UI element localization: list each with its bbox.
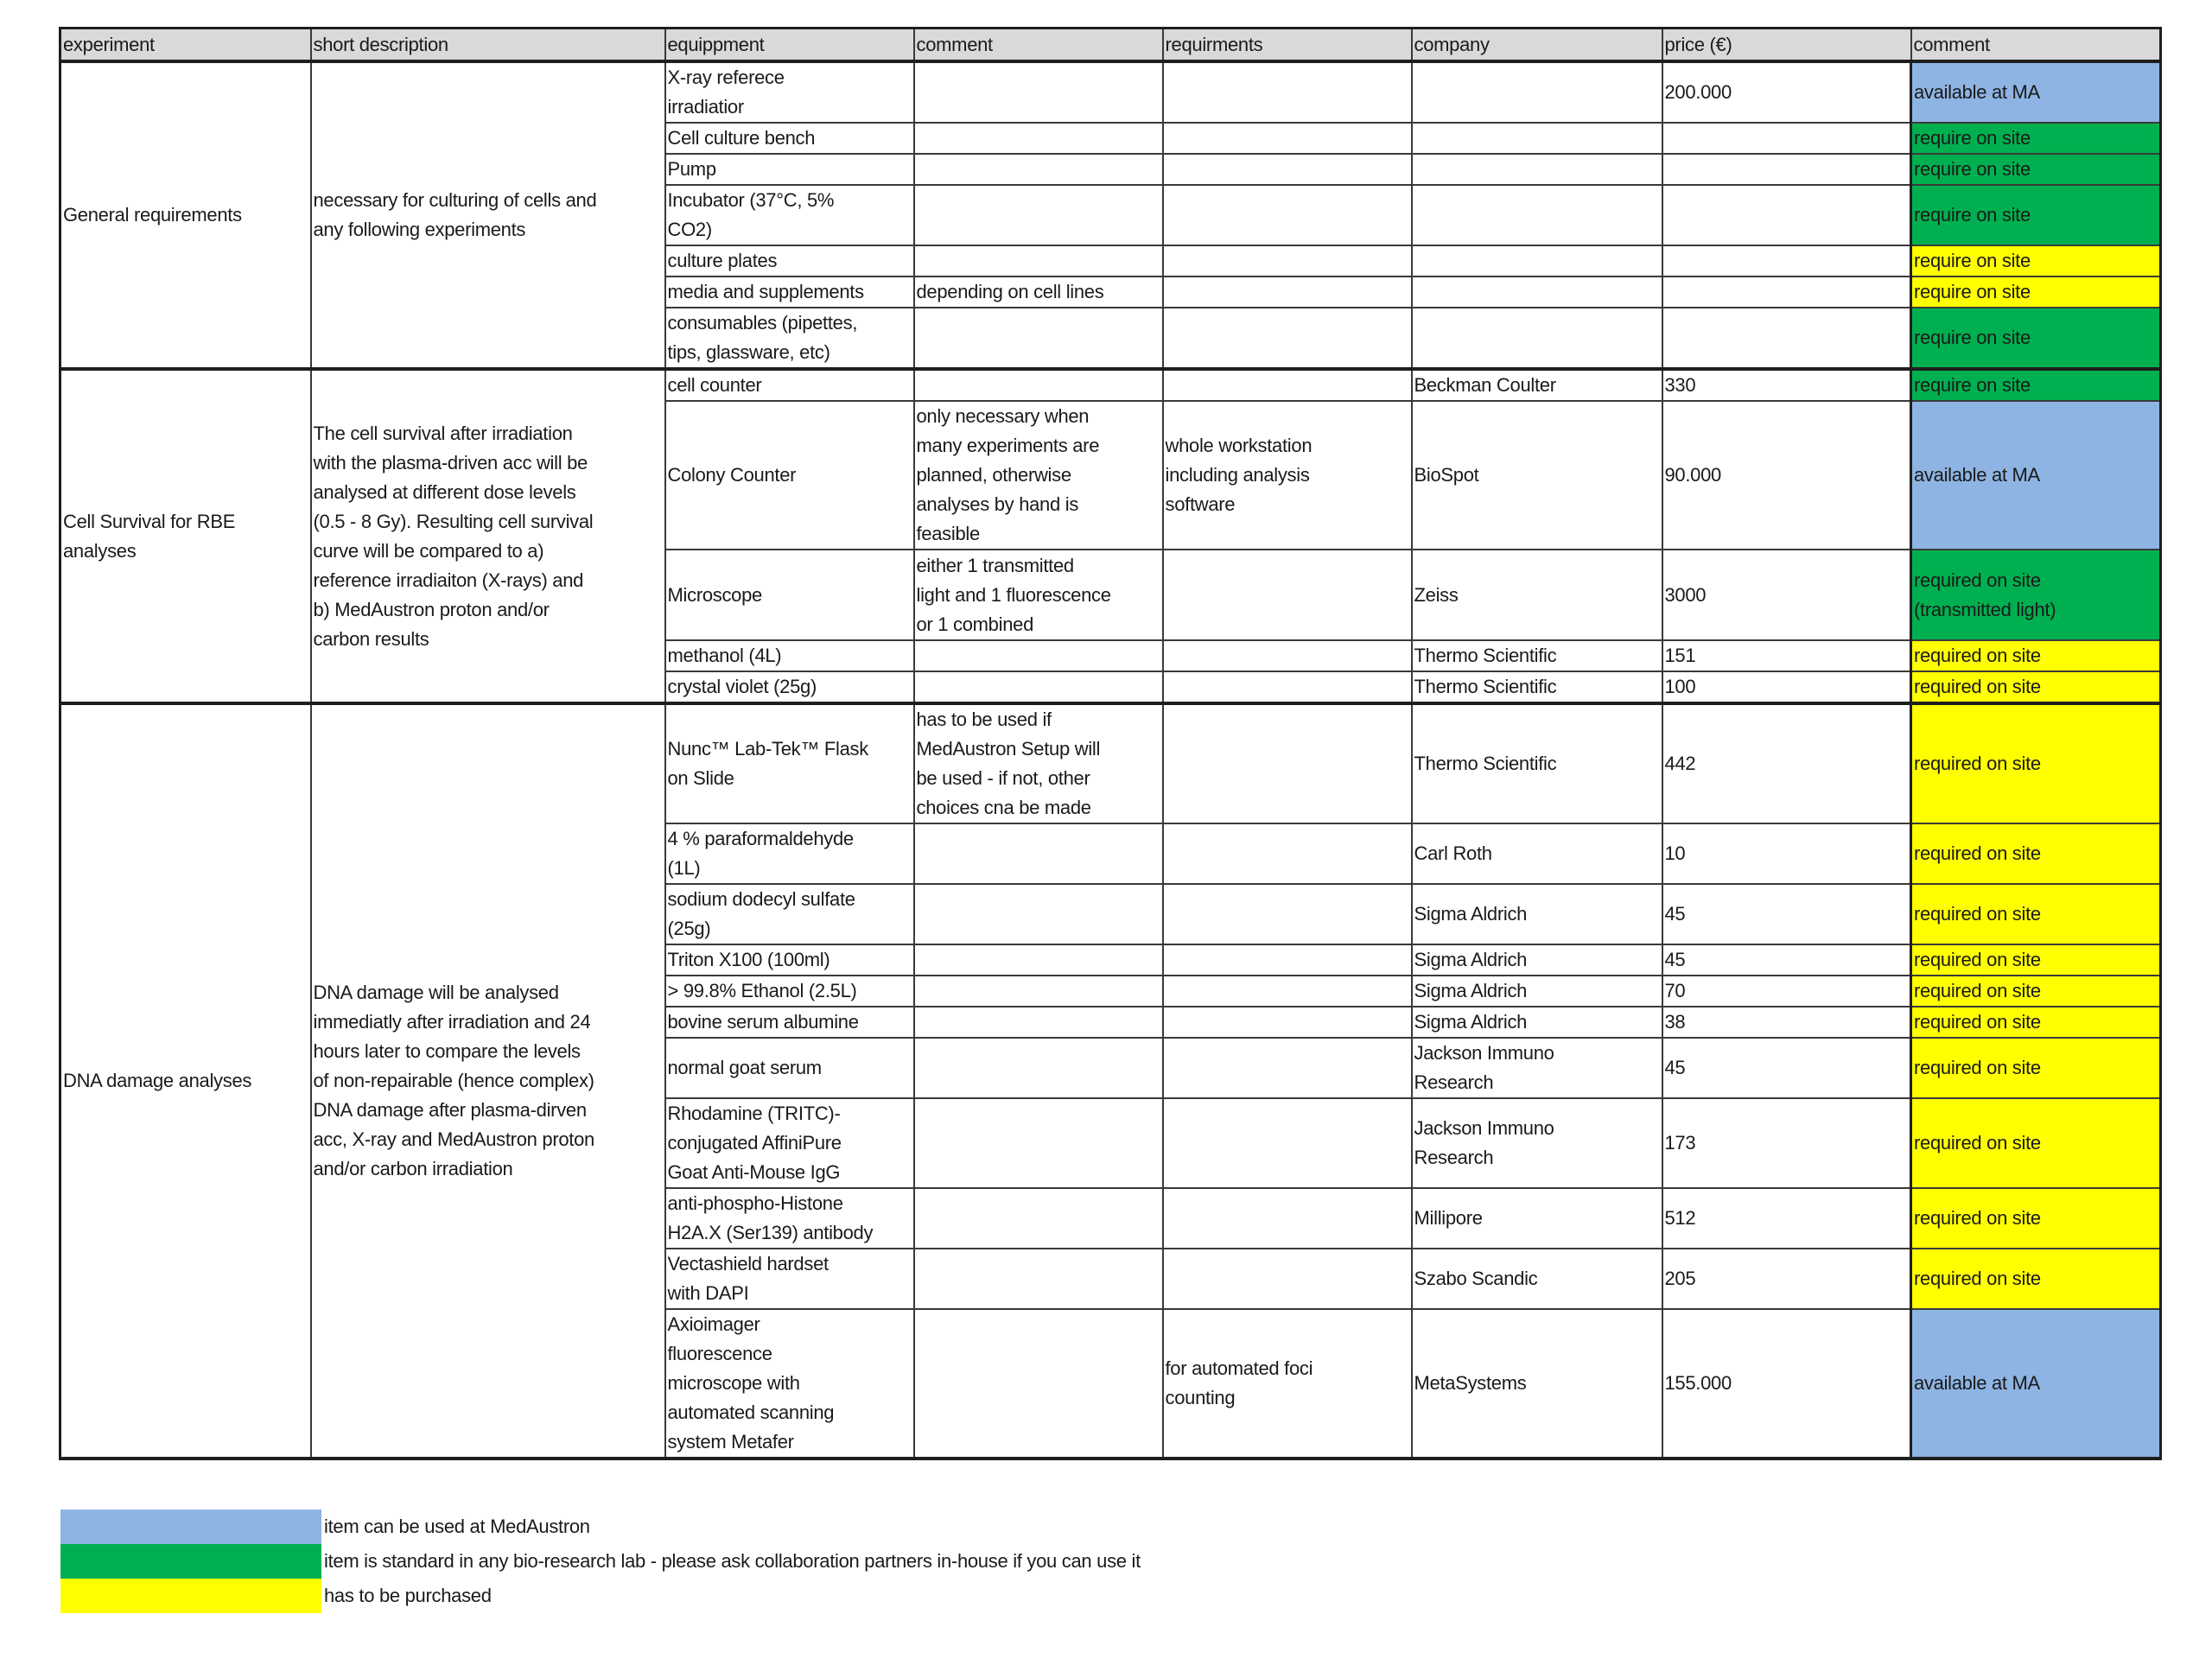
cell-line: Triton X100 (100ml) [667,949,830,970]
column-header-comment[interactable]: comment [914,29,1163,62]
comment-cell[interactable] [914,1038,1163,1098]
status-cell-purchase[interactable] [1911,1007,2161,1038]
cell-line: Cell Survival for RBE [63,510,236,532]
cell-line: Beckman Coulter [1414,374,1556,396]
status-cell-purchase[interactable] [1911,276,2161,308]
status-cell-available[interactable] [1911,401,2161,550]
comment-cell[interactable] [914,308,1163,369]
requirements-cell[interactable] [1163,308,1412,369]
cell-line: counting [1165,1387,1236,1408]
cell-line: BioSpot [1414,464,1479,486]
comment-cell[interactable] [914,640,1163,671]
cell-line: required on site [1914,980,2041,1001]
cell-line: system Metafer [667,1431,794,1452]
cell-line: either 1 transmitted [916,554,1074,576]
header-row [60,29,2161,62]
cell-line: culture plates [667,250,778,271]
cell-line: required on site [1914,645,2041,666]
price-cell[interactable] [1662,123,1911,154]
cell-line: any following experiments [313,219,526,240]
cell-line: required on site [1914,1207,2041,1229]
cell-line: Research [1414,1147,1494,1168]
cell-line: necessary for culturing of cells and [313,189,597,211]
legend-label: has to be purchased [324,1585,492,1606]
cell-line: Thermo Scientific [1414,645,1557,666]
price-cell[interactable]: 200.000 [1662,61,1911,123]
legend-label: item can be used at MedAustron [324,1516,590,1537]
cell-line: Thermo Scientific [1414,676,1557,697]
cell-line: including analysis [1165,464,1310,486]
requirements-cell[interactable] [1163,1007,1412,1038]
cell-line: Nunc™ Lab-Tek™ Flask [667,738,868,760]
status-cell-available[interactable] [1911,61,2161,123]
status-cell-standard[interactable] [1911,369,2161,401]
cell-line: analyses by hand is [916,493,1079,515]
requirements-cell[interactable] [1163,944,1412,976]
cell-line: Sigma Aldrich [1414,949,1528,970]
comment-cell[interactable] [914,1188,1163,1249]
cell-line: available at MA [1914,81,2040,103]
cell-line: X-ray referece [667,67,785,88]
short-description-cell[interactable] [311,703,665,1459]
comment-cell[interactable] [914,245,1163,276]
cell-line: (1L) [667,857,701,879]
cell-line: acc, X-ray and MedAustron proton [313,1128,594,1150]
price-cell[interactable] [1662,154,1911,185]
cell-line: tips, glassware, etc) [667,341,830,363]
requirements-cell[interactable] [1163,1188,1412,1249]
price-cell[interactable]: 512 [1662,1188,1911,1249]
status-cell-standard[interactable] [1911,308,2161,369]
cell-line: or 1 combined [916,613,1034,635]
equipment-requirements-table [59,27,2162,1460]
cell-line: reference irradiaiton (X-rays) and [313,569,584,591]
comment-cell[interactable] [914,1249,1163,1309]
cell-line: Carl Roth [1414,842,1492,864]
status-cell-available[interactable] [1911,1309,2161,1459]
status-cell-standard[interactable] [1911,154,2161,185]
legend-label: item is standard in any bio-research lab - please ask collaboration partners in-house if you can use it [324,1550,1141,1572]
comment-cell[interactable] [914,154,1163,185]
cell-line: 4 % paraformaldehyde [667,828,854,849]
price-cell[interactable]: 155.000 [1662,1309,1911,1459]
comment-cell[interactable] [914,1007,1163,1038]
cell-line: Vectashield hardset [667,1253,829,1274]
cell-line: anti-phospho-Histone [667,1192,843,1214]
company-cell[interactable] [1412,154,1662,185]
cell-line: (transmitted light) [1914,598,2056,620]
company-cell[interactable] [1412,944,1662,976]
requirements-cell[interactable] [1163,976,1412,1007]
equipment-cell[interactable] [665,245,914,276]
cell-line: Research [1414,1071,1494,1093]
requirements-cell[interactable] [1163,1309,1412,1459]
requirements-cell[interactable] [1163,123,1412,154]
legend-item-available [60,1510,1141,1544]
price-cell[interactable]: 45 [1662,1038,1911,1098]
cell-line: Cell culture bench [667,127,816,149]
equipment-cell[interactable] [665,185,914,245]
table-row [60,369,2161,401]
experiment-cell[interactable] [60,369,311,703]
short-description-cell[interactable] [311,369,665,703]
cell-line: Goat Anti-Mouse IgG [667,1161,841,1183]
equipment-cell[interactable] [665,944,914,976]
company-cell[interactable] [1412,123,1662,154]
column-header-company[interactable]: company [1412,29,1662,62]
cell-line: required on site [1914,842,2041,864]
cell-line: media and supplements [667,281,864,302]
equipment-cell[interactable] [665,1309,914,1459]
status-cell-purchase[interactable] [1911,703,2161,823]
price-cell[interactable]: 205 [1662,1249,1911,1309]
cell-line: required on site [1914,903,2041,925]
requirements-cell[interactable] [1163,671,1412,703]
company-cell[interactable] [1412,1098,1662,1188]
cell-line: light and 1 fluorescence [916,583,1111,606]
cell-line: available at MA [1914,1372,2040,1394]
price-cell[interactable]: 151 [1662,640,1911,671]
cell-line: The cell survival after irradiation [313,422,573,444]
cell-line: require on site [1914,374,2031,396]
company-cell[interactable] [1412,640,1662,671]
cell-line: of non-repairable (hence complex) [313,1070,594,1091]
company-cell[interactable] [1412,276,1662,308]
company-cell[interactable] [1412,245,1662,276]
cell-line: DNA damage analyses [63,1070,252,1091]
cell-line: Sigma Aldrich [1414,980,1528,1001]
company-cell[interactable] [1412,401,1662,550]
equipment-cell[interactable] [665,401,914,550]
column-header-experiment[interactable]: experiment [60,29,311,62]
price-cell[interactable]: 173 [1662,1098,1911,1188]
cell-line: carbon results [313,627,429,650]
cell-line: General requirements [63,204,242,226]
comment-cell[interactable] [914,1309,1163,1459]
requirements-cell[interactable] [1163,550,1412,640]
cell-line: MedAustron Setup will [916,738,1101,760]
requirements-cell[interactable] [1163,185,1412,245]
comment-cell[interactable] [914,884,1163,944]
cell-line: H2A.X (Ser139) antibody [667,1222,874,1243]
cell-line: hours later to compare the levels [313,1040,581,1062]
cell-line: require on site [1914,158,2031,180]
cell-line: Incubator (37°C, 5% [667,189,835,211]
cell-line: immediatly after irradiation and 24 [313,1011,591,1033]
comment-cell[interactable] [914,671,1163,703]
company-cell[interactable] [1412,1188,1662,1249]
price-cell[interactable]: 3000 [1662,550,1911,640]
cell-line: Pump [667,158,716,180]
cell-line: Szabo Scandic [1414,1268,1538,1289]
price-cell[interactable] [1662,276,1911,308]
company-cell[interactable] [1412,308,1662,369]
comment-cell[interactable] [914,123,1163,154]
comment-cell[interactable] [914,944,1163,976]
company-cell[interactable] [1412,1249,1662,1309]
cell-line: analysed at different dose levels [313,480,576,503]
cell-line: Zeiss [1414,583,1459,606]
status-cell-standard[interactable] [1911,123,2161,154]
status-cell-purchase[interactable] [1911,1188,2161,1249]
cell-line: automated scanning [667,1402,835,1423]
status-cell-purchase[interactable] [1911,944,2161,976]
price-cell[interactable]: 100 [1662,671,1911,703]
cell-line: Jackson Immuno [1414,1117,1554,1139]
status-cell-purchase[interactable] [1911,671,2161,703]
cell-line: and/or carbon irradiation [313,1158,513,1179]
cell-line: with the plasma-driven acc will be [313,451,588,474]
requirements-cell[interactable] [1163,1038,1412,1098]
cell-line: crystal violet (25g) [667,676,817,697]
legend-swatch [60,1544,321,1579]
cell-line: many experiments are [916,435,1100,456]
comment-cell[interactable] [914,823,1163,884]
cell-line: > 99.8% Ethanol (2.5L) [667,980,857,1001]
cell-line: fluorescence [667,1343,772,1364]
cell-line: Jackson Immuno [1414,1042,1554,1064]
cell-line: conjugated AffiniPure [667,1132,842,1154]
cell-line: Rhodamine (TRITC)- [667,1103,841,1124]
equipment-cell[interactable] [665,276,914,308]
cell-line: Sigma Aldrich [1414,903,1528,925]
requirements-cell[interactable] [1163,1249,1412,1309]
cell-line: depending on cell lines [916,281,1104,302]
requirements-cell[interactable] [1163,276,1412,308]
equipment-cell[interactable] [665,550,914,640]
cell-line: bovine serum albumine [667,1011,859,1033]
cell-line: Microscope [667,583,762,606]
requirements-cell[interactable] [1163,884,1412,944]
cell-line: on Slide [667,767,734,789]
cell-line: Colony Counter [667,464,797,486]
color-legend [60,1510,1141,1613]
cell-line: required on site [1914,1011,2041,1033]
equipment-cell[interactable] [665,1249,914,1309]
equipment-cell[interactable] [665,671,914,703]
company-cell[interactable] [1412,550,1662,640]
cell-line: MetaSystems [1414,1372,1527,1394]
company-cell[interactable] [1412,671,1662,703]
status-cell-purchase[interactable] [1911,1098,2161,1188]
requirements-cell[interactable] [1163,154,1412,185]
company-cell[interactable] [1412,1038,1662,1098]
price-cell[interactable] [1662,245,1911,276]
cell-line: curve will be compared to a) [313,539,544,562]
cell-line: sodium dodecyl sulfate [667,888,855,910]
equipment-cell[interactable] [665,1038,914,1098]
company-cell[interactable] [1412,884,1662,944]
status-cell-purchase[interactable] [1911,1038,2161,1098]
cell-line: has to be used if [916,709,1052,730]
column-header-short-description[interactable]: short description [311,29,665,62]
cell-line: required on site [1914,949,2041,970]
cell-line: (0.5 - 8 Gy). Resulting cell survival [313,510,594,532]
status-cell-purchase[interactable] [1911,884,2161,944]
cell-line: methanol (4L) [667,645,782,666]
status-cell-standard[interactable] [1911,185,2161,245]
cell-line: for automated foci [1165,1357,1313,1379]
price-cell[interactable]: 38 [1662,1007,1911,1038]
price-cell[interactable]: 330 [1662,369,1911,401]
price-cell[interactable]: 45 [1662,884,1911,944]
status-cell-purchase[interactable] [1911,245,2161,276]
legend-swatch [60,1579,321,1613]
cell-line: (25g) [667,918,711,939]
cell-line: with DAPI [667,1282,749,1304]
cell-line: require on site [1914,250,2031,271]
comment-cell[interactable] [914,976,1163,1007]
cell-line: required on site [1914,569,2041,591]
requirements-cell[interactable] [1163,640,1412,671]
requirements-cell[interactable] [1163,245,1412,276]
requirements-cell[interactable] [1163,703,1412,823]
cell-line: DNA damage will be analysed [313,982,559,1003]
status-cell-purchase[interactable] [1911,823,2161,884]
comment-cell[interactable] [914,61,1163,123]
price-cell[interactable]: 10 [1662,823,1911,884]
requirements-cell[interactable] [1163,61,1412,123]
cell-line: software [1165,493,1236,515]
cell-line: b) MedAustron proton and/or [313,598,550,620]
cell-line: Millipore [1414,1207,1483,1229]
equipment-cell[interactable] [665,976,914,1007]
comment-cell[interactable] [914,401,1163,550]
cell-line: required on site [1914,676,2041,697]
cell-line: require on site [1914,281,2031,302]
cell-line: required on site [1914,753,2041,774]
status-cell-purchase[interactable] [1911,1249,2161,1309]
equipment-cell[interactable] [665,823,914,884]
cell-line: required on site [1914,1057,2041,1078]
company-cell[interactable] [1412,369,1662,401]
table-row [60,61,2161,123]
legend-item-purchase [60,1579,1141,1613]
requirements-cell[interactable] [1163,823,1412,884]
cell-line: normal goat serum [667,1057,822,1078]
cell-line: Axioimager [667,1313,760,1335]
requirements-cell[interactable] [1163,401,1412,550]
cell-line: Thermo Scientific [1414,753,1557,774]
cell-line: require on site [1914,127,2031,149]
comment-cell[interactable] [914,1098,1163,1188]
cell-line: be used - if not, other [916,767,1090,789]
cell-line: feasible [916,523,980,544]
cell-line: Sigma Aldrich [1414,1011,1528,1033]
column-header-requirements[interactable]: requirments [1163,29,1412,62]
equipment-cell[interactable] [665,703,914,823]
experiment-cell[interactable] [60,61,311,369]
price-cell[interactable]: 90.000 [1662,401,1911,550]
price-cell[interactable] [1662,185,1911,245]
short-description-cell[interactable] [311,61,665,369]
status-cell-standard[interactable] [1911,550,2161,640]
status-cell-purchase[interactable] [1911,976,2161,1007]
cell-line: cell counter [667,374,762,396]
requirements-cell[interactable] [1163,1098,1412,1188]
company-cell[interactable] [1412,823,1662,884]
equipment-cell[interactable] [665,1007,914,1038]
cell-line: DNA damage after plasma-dirven [313,1099,587,1121]
column-header-equipment[interactable]: equippment [665,29,914,62]
cell-line: require on site [1914,204,2031,226]
cell-line: microscope with [667,1372,800,1394]
company-cell[interactable] [1412,1309,1662,1459]
cell-line: CO2) [667,219,712,240]
table-row [60,703,2161,823]
price-cell[interactable] [1662,308,1911,369]
cell-line: available at MA [1914,464,2040,486]
equipment-cell[interactable] [665,884,914,944]
cell-line: planned, otherwise [916,464,1071,486]
comment-cell[interactable] [914,276,1163,308]
price-cell[interactable]: 442 [1662,703,1911,823]
cell-line: only necessary when [916,405,1090,427]
requirements-cell[interactable] [1163,369,1412,401]
cell-line: whole workstation [1165,435,1313,456]
cell-line: irradiatior [667,96,744,118]
equipment-cell[interactable] [665,61,914,123]
column-header-price[interactable]: price (€) [1662,29,1911,62]
cell-line: required on site [1914,1132,2041,1154]
price-cell[interactable]: 45 [1662,944,1911,976]
cell-line: analyses [63,539,137,562]
price-cell[interactable]: 70 [1662,976,1911,1007]
equipment-cell[interactable] [665,1188,914,1249]
company-cell[interactable] [1412,976,1662,1007]
company-cell[interactable] [1412,61,1662,123]
company-cell[interactable] [1412,1007,1662,1038]
column-header-status-comment[interactable]: comment [1911,29,2161,62]
equipment-cell[interactable] [665,640,914,671]
comment-cell[interactable] [914,185,1163,245]
comment-cell[interactable] [914,703,1163,823]
legend-item-standard [60,1544,1141,1579]
equipment-cell[interactable] [665,123,914,154]
equipment-cell[interactable] [665,1098,914,1188]
experiment-cell[interactable] [60,703,311,1459]
legend-swatch [60,1510,321,1544]
company-cell[interactable] [1412,703,1662,823]
company-cell[interactable] [1412,185,1662,245]
equipment-cell[interactable] [665,154,914,185]
cell-line: require on site [1914,327,2031,348]
status-cell-purchase[interactable] [1911,640,2161,671]
cell-line: required on site [1914,1268,2041,1289]
equipment-cell[interactable] [665,308,914,369]
comment-cell[interactable] [914,550,1163,640]
comment-cell[interactable] [914,369,1163,401]
table-body [60,61,2161,1459]
cell-line: consumables (pipettes, [667,312,858,334]
cell-line: choices cna be made [916,797,1091,818]
equipment-cell[interactable] [665,369,914,401]
